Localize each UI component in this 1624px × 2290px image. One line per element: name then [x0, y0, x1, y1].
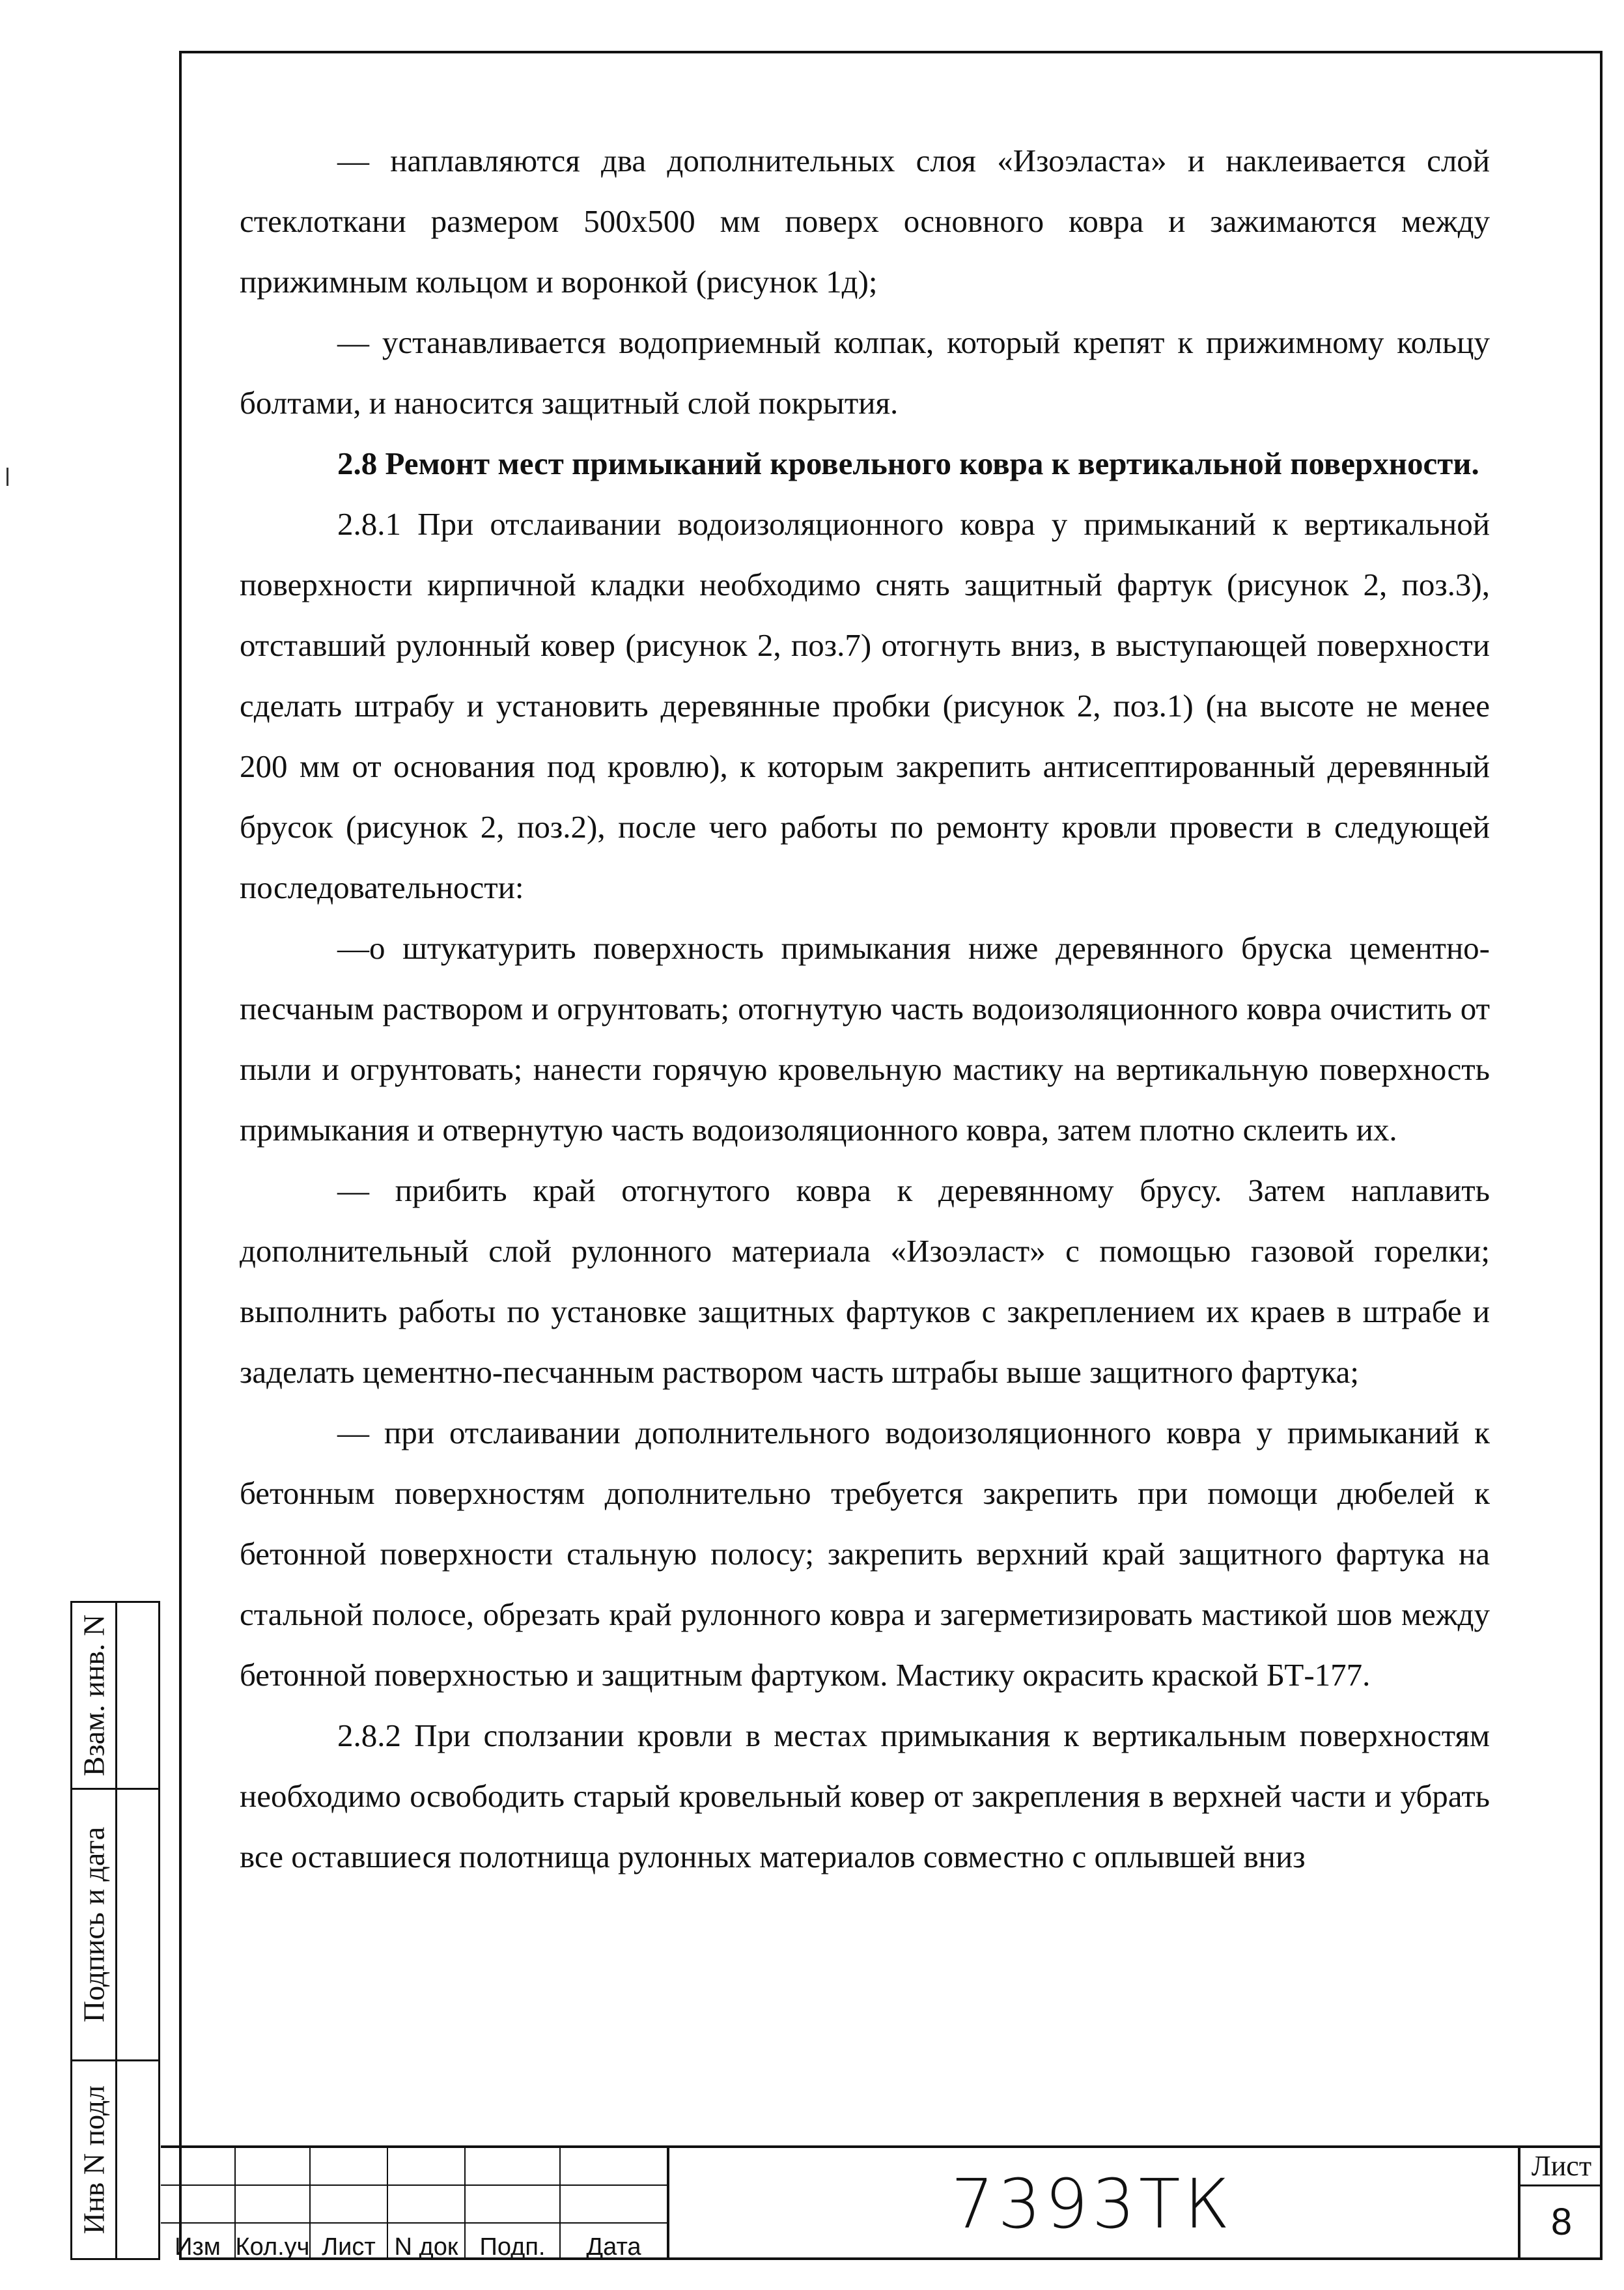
title-block	[161, 2145, 1603, 2260]
column-header-data: Дата	[586, 2233, 641, 2260]
paragraph: — прибить край отогнутого ковра к деревянному брусу. Затем наплавить дополнительный слой рулонного материала «Изоэласт» с помощью газовой горелки; выполнить работы по установке защитных фартуков с закреплением их краев в штрабе и заделать цементно-песчанным раствором часть штрабы выше защитного фартука;	[240, 1172, 1490, 1390]
document-code: 7393ТК	[951, 2164, 1234, 2244]
sheet-box	[1518, 2148, 1603, 2260]
margin-tick	[7, 468, 8, 486]
paragraph: —о штукатурить поверхность примыкания ниже деревянного бруска цементно-песчаным раствором и огрунтовать; отогнутую часть водоизоляционного ковра очистить от пыли и огрунтовать; нанести горячую кровельную мастику на вертикальную поверхность примыкания и отвернутую часть водоизоляционного ковра, затем плотно склеить их.	[240, 930, 1490, 1148]
grid-cell	[311, 2186, 388, 2224]
paragraph: 2.8.2 При сползании кровли в местах примыкания к вертикальным поверхностям необходимо освободить старый кровельный ковер от закрепления в верхней части и убрать все оставшиеся полотнища рулонных материалов совместно с оплывшей вниз	[240, 1717, 1490, 1874]
revision-grid	[161, 2148, 669, 2260]
column-header-koluch: Кол.уч	[236, 2224, 311, 2260]
document-body	[240, 130, 1490, 1887]
column-header-izm: Изм	[161, 2224, 236, 2260]
side-label-cell	[72, 1603, 117, 1788]
paragraph: — наплавляются два дополнительных слоя «Изоэласта» и наклеивается слой стеклоткани размером 500х500 мм поверх основного ковра и зажимаются между прижимным кольцом и воронкой (рисунок 1д);	[240, 143, 1490, 300]
column-header-podp: Подп.	[466, 2224, 561, 2260]
grid-cell	[161, 2148, 236, 2186]
paragraph: — при отслаивании дополнительного водоизоляционного ковра у примыканий к бетонным поверхностям дополнительно требуется закрепить при помощи дюбелей к бетонной поверхности стальную полосу; закрепить верхний край защитного фартука на стальной полосе, обрезать край рулонного ковра и загерметизировать мастикой шов между бетонной поверхностью и защитным фартуком. Мастику окрасить краской БТ-177.	[240, 1415, 1490, 1693]
side-label-podpis: Подпись и дата	[77, 1826, 111, 2023]
sheet-number: 8	[1550, 2201, 1573, 2243]
side-label-inv: Инв N подл	[77, 2085, 111, 2235]
section-heading: 2.8 Ремонт мест примыканий кровельного ковра к вертикальной поверхности.	[337, 445, 1479, 481]
side-label-cell	[72, 2061, 117, 2258]
column-header-list: Лист	[311, 2224, 388, 2260]
side-label-cell	[72, 1790, 117, 2059]
grid-cell	[466, 2186, 561, 2224]
grid-cell	[561, 2148, 667, 2186]
paragraph: — устанавливается водоприемный колпак, который крепят к прижимному кольцу болтами, и наносится защитный слой покрытия.	[240, 324, 1490, 421]
grid-cell	[561, 2186, 667, 2224]
side-label-vzam: Взам. инв. N	[77, 1614, 111, 1777]
grid-cell	[161, 2186, 236, 2224]
grid-cell	[236, 2186, 311, 2224]
grid-cell	[236, 2148, 311, 2186]
grid-cell	[388, 2148, 466, 2186]
grid-cell	[311, 2148, 388, 2186]
side-field-podpis	[70, 1788, 160, 2061]
sheet-label: Лист	[1520, 2148, 1603, 2186]
grid-cell	[388, 2186, 466, 2224]
side-field-vzam	[70, 1601, 160, 1790]
column-header-ndok: N док	[388, 2224, 466, 2260]
side-field-inv	[70, 2059, 160, 2260]
paragraph: 2.8.1 При отслаивании водоизоляционного ковра у примыканий к вертикальной поверхности кирпичной кладки необходимо снять защитный фартук (рисунок 2, поз.3), отставший рулонный ковер (рисунок 2, поз.7) отогнуть вниз, в выступающей поверхности сделать штрабу и установить деревянные пробки (рисунок 2, поз.1) (на высоте не менее 200 мм от основания под кровлю), к которым закрепить антисептированный деревянный брусок (рисунок 2, поз.2), после чего работы по ремонту кровли провести в следующей последовательности:	[240, 506, 1490, 905]
grid-cell	[466, 2148, 561, 2186]
